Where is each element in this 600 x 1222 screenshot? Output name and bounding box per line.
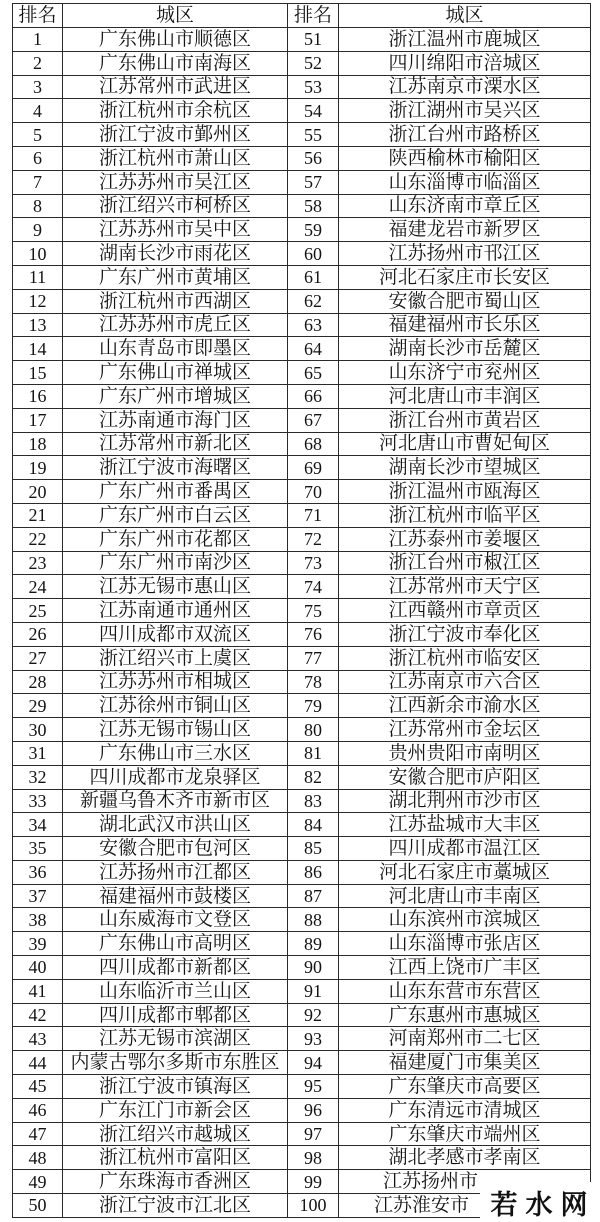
table-row xyxy=(13,599,591,623)
rank-cell-right: 59 xyxy=(288,218,339,242)
district-cell-right: 四川绵阳市涪城区 xyxy=(339,51,591,75)
rank-cell-left: 39 xyxy=(13,932,63,956)
district-cell-right: 广东惠州市惠城区 xyxy=(339,1003,591,1027)
table-row xyxy=(13,956,591,980)
district-cell-left: 广东佛山市顺德区 xyxy=(63,28,288,52)
rank-cell-left: 13 xyxy=(13,313,63,337)
district-cell-left: 浙江绍兴市柯桥区 xyxy=(63,194,288,218)
district-cell-right: 江苏泰州市姜堰区 xyxy=(339,527,591,551)
district-header-right: 城区 xyxy=(339,4,591,28)
district-cell-left: 广东江门市新会区 xyxy=(63,1098,288,1122)
district-cell-right: 山东淄博市临淄区 xyxy=(339,170,591,194)
table-row xyxy=(13,551,591,575)
district-cell-right: 江西上饶市广丰区 xyxy=(339,956,591,980)
rank-cell-left: 9 xyxy=(13,218,63,242)
table-row xyxy=(13,289,591,313)
district-cell-left: 浙江杭州市西湖区 xyxy=(63,289,288,313)
district-cell-right: 湖北荆州市沙市区 xyxy=(339,789,591,813)
rank-cell-left: 1 xyxy=(13,28,63,52)
rank-cell-left: 20 xyxy=(13,480,63,504)
district-cell-left: 湖南长沙市雨花区 xyxy=(63,242,288,266)
district-cell-right: 福建福州市长乐区 xyxy=(339,313,591,337)
rank-cell-right: 74 xyxy=(288,575,339,599)
table-row xyxy=(13,1051,591,1075)
rank-cell-right: 76 xyxy=(288,622,339,646)
rank-cell-right: 66 xyxy=(288,384,339,408)
rank-cell-right: 96 xyxy=(288,1098,339,1122)
table-row xyxy=(13,527,591,551)
rank-cell-left: 5 xyxy=(13,123,63,147)
table-row xyxy=(13,337,591,361)
table-header xyxy=(13,4,591,28)
rank-cell-left: 28 xyxy=(13,670,63,694)
district-cell-right: 江苏常州市天宁区 xyxy=(339,575,591,599)
rank-cell-left: 35 xyxy=(13,837,63,861)
district-cell-right: 山东滨州市滨城区 xyxy=(339,908,591,932)
district-cell-right: 广东肇庆市高要区 xyxy=(339,1075,591,1099)
table-row xyxy=(13,194,591,218)
rank-cell-left: 14 xyxy=(13,337,63,361)
rank-cell-right: 71 xyxy=(288,503,339,527)
district-cell-left: 福建福州市鼓楼区 xyxy=(63,884,288,908)
district-cell-left: 四川成都市新都区 xyxy=(63,956,288,980)
rank-cell-right: 55 xyxy=(288,123,339,147)
rank-header-left: 排名 xyxy=(13,4,63,28)
rank-cell-left: 24 xyxy=(13,575,63,599)
district-cell-right: 河北唐山市曹妃甸区 xyxy=(339,432,591,456)
rank-cell-right: 68 xyxy=(288,432,339,456)
rank-cell-right: 97 xyxy=(288,1122,339,1146)
rank-cell-right: 83 xyxy=(288,789,339,813)
district-cell-left: 广东广州市增城区 xyxy=(63,384,288,408)
rank-header-right: 排名 xyxy=(288,4,339,28)
rank-cell-left: 33 xyxy=(13,789,63,813)
district-cell-right: 浙江台州市黄岩区 xyxy=(339,408,591,432)
district-cell-left: 江苏南通市通州区 xyxy=(63,599,288,623)
rank-cell-left: 26 xyxy=(13,622,63,646)
table-row xyxy=(13,170,591,194)
rank-cell-left: 46 xyxy=(13,1098,63,1122)
district-cell-right: 福建厦门市集美区 xyxy=(339,1051,591,1075)
table-row xyxy=(13,789,591,813)
table-row xyxy=(13,860,591,884)
district-cell-left: 安徽合肥市包河区 xyxy=(63,837,288,861)
rank-cell-left: 44 xyxy=(13,1051,63,1075)
table-row xyxy=(13,932,591,956)
rank-cell-right: 94 xyxy=(288,1051,339,1075)
district-cell-right: 贵州贵阳市南明区 xyxy=(339,741,591,765)
district-cell-right: 安徽合肥市庐阳区 xyxy=(339,765,591,789)
watermark-text: 若水网 xyxy=(490,1189,596,1221)
district-cell-left: 新疆乌鲁木齐市新市区 xyxy=(63,789,288,813)
district-cell-left: 浙江宁波市海曙区 xyxy=(63,456,288,480)
rank-cell-left: 21 xyxy=(13,503,63,527)
district-cell-left: 四川成都市龙泉驿区 xyxy=(63,765,288,789)
district-cell-left: 浙江杭州市余杭区 xyxy=(63,99,288,123)
table-row xyxy=(13,884,591,908)
rank-cell-right: 88 xyxy=(288,908,339,932)
table-row xyxy=(13,1075,591,1099)
rank-cell-left: 16 xyxy=(13,384,63,408)
district-cell-right: 江苏常州市金坛区 xyxy=(339,718,591,742)
district-cell-left: 浙江宁波市江北区 xyxy=(63,1194,288,1218)
district-cell-left: 浙江杭州市萧山区 xyxy=(63,146,288,170)
rank-cell-left: 25 xyxy=(13,599,63,623)
table-row xyxy=(13,384,591,408)
district-cell-left: 山东临沂市兰山区 xyxy=(63,979,288,1003)
rank-cell-left: 31 xyxy=(13,741,63,765)
rank-cell-right: 84 xyxy=(288,813,339,837)
rank-cell-right: 82 xyxy=(288,765,339,789)
table-row xyxy=(13,99,591,123)
rank-cell-left: 17 xyxy=(13,408,63,432)
table-row xyxy=(13,694,591,718)
district-cell-left: 湖北武汉市洪山区 xyxy=(63,813,288,837)
district-cell-left: 广东佛山市南海区 xyxy=(63,51,288,75)
rank-cell-left: 45 xyxy=(13,1075,63,1099)
rank-cell-left: 47 xyxy=(13,1122,63,1146)
district-cell-right: 山东济南市章丘区 xyxy=(339,194,591,218)
district-cell-right: 江西赣州市章贡区 xyxy=(339,599,591,623)
rank-cell-right: 99 xyxy=(288,1170,339,1194)
district-cell-right: 山东淄博市张店区 xyxy=(339,932,591,956)
rank-cell-left: 22 xyxy=(13,527,63,551)
district-cell-right: 山东东营市东营区 xyxy=(339,979,591,1003)
rank-cell-left: 6 xyxy=(13,146,63,170)
rank-cell-right: 65 xyxy=(288,361,339,385)
district-cell-right: 浙江湖州市吴兴区 xyxy=(339,99,591,123)
district-cell-left: 江苏苏州市吴江区 xyxy=(63,170,288,194)
district-cell-left: 内蒙古鄂尔多斯市东胜区 xyxy=(63,1051,288,1075)
rank-cell-right: 61 xyxy=(288,265,339,289)
rank-cell-right: 70 xyxy=(288,480,339,504)
table-row xyxy=(13,456,591,480)
district-cell-left: 广东广州市番禺区 xyxy=(63,480,288,504)
rank-cell-right: 78 xyxy=(288,670,339,694)
district-cell-right: 河北石家庄市藁城区 xyxy=(339,860,591,884)
table-row xyxy=(13,361,591,385)
table-row xyxy=(13,979,591,1003)
district-cell-left: 广东佛山市三水区 xyxy=(63,741,288,765)
district-cell-right: 河北石家庄市长安区 xyxy=(339,265,591,289)
rank-cell-right: 86 xyxy=(288,860,339,884)
rank-cell-left: 8 xyxy=(13,194,63,218)
district-cell-left: 江苏苏州市吴中区 xyxy=(63,218,288,242)
rank-cell-right: 89 xyxy=(288,932,339,956)
table-row xyxy=(13,408,591,432)
table-row xyxy=(13,1027,591,1051)
table-row xyxy=(13,575,591,599)
district-cell-right: 江苏南京市六合区 xyxy=(339,670,591,694)
rank-cell-right: 95 xyxy=(288,1075,339,1099)
rank-cell-left: 30 xyxy=(13,718,63,742)
district-cell-right: 广东清远市清城区 xyxy=(339,1098,591,1122)
rank-cell-left: 36 xyxy=(13,860,63,884)
table-row xyxy=(13,480,591,504)
district-cell-left: 广东广州市黄埔区 xyxy=(63,265,288,289)
district-cell-right: 浙江宁波市奉化区 xyxy=(339,622,591,646)
rank-cell-right: 64 xyxy=(288,337,339,361)
rank-cell-left: 11 xyxy=(13,265,63,289)
table-row xyxy=(13,1146,591,1170)
rank-cell-left: 37 xyxy=(13,884,63,908)
district-cell-left: 江苏无锡市惠山区 xyxy=(63,575,288,599)
district-cell-left: 江苏常州市新北区 xyxy=(63,432,288,456)
rank-cell-right: 98 xyxy=(288,1146,339,1170)
rank-cell-left: 34 xyxy=(13,813,63,837)
district-cell-left: 江苏苏州市相城区 xyxy=(63,670,288,694)
district-cell-right: 四川成都市温江区 xyxy=(339,837,591,861)
rank-cell-right: 73 xyxy=(288,551,339,575)
rank-cell-right: 53 xyxy=(288,75,339,99)
table-row xyxy=(13,28,591,52)
rank-cell-left: 2 xyxy=(13,51,63,75)
district-cell-left: 江苏无锡市滨湖区 xyxy=(63,1027,288,1051)
district-cell-left: 浙江绍兴市上虞区 xyxy=(63,646,288,670)
rank-cell-left: 23 xyxy=(13,551,63,575)
rank-cell-left: 50 xyxy=(13,1194,63,1218)
rank-cell-right: 75 xyxy=(288,599,339,623)
rank-cell-left: 7 xyxy=(13,170,63,194)
table-row xyxy=(13,432,591,456)
district-cell-right: 浙江温州市鹿城区 xyxy=(339,28,591,52)
district-cell-left: 四川成都市双流区 xyxy=(63,622,288,646)
district-cell-right: 浙江杭州市临安区 xyxy=(339,646,591,670)
district-cell-right: 河北唐山市丰润区 xyxy=(339,384,591,408)
district-cell-right: 浙江台州市路桥区 xyxy=(339,123,591,147)
watermark-logo xyxy=(480,1182,600,1222)
district-cell-left: 广东佛山市禅城区 xyxy=(63,361,288,385)
table-row xyxy=(13,313,591,337)
district-header-left: 城区 xyxy=(63,4,288,28)
district-cell-left: 江苏徐州市铜山区 xyxy=(63,694,288,718)
rank-cell-right: 92 xyxy=(288,1003,339,1027)
rank-cell-right: 87 xyxy=(288,884,339,908)
rank-cell-left: 19 xyxy=(13,456,63,480)
rank-cell-left: 10 xyxy=(13,242,63,266)
table-row xyxy=(13,218,591,242)
rank-cell-left: 41 xyxy=(13,979,63,1003)
district-cell-right: 广东肇庆市端州区 xyxy=(339,1122,591,1146)
district-cell-left: 江苏南通市海门区 xyxy=(63,408,288,432)
district-cell-right: 江苏扬州市邗江区 xyxy=(339,242,591,266)
rank-cell-left: 3 xyxy=(13,75,63,99)
district-cell-right: 湖北孝感市孝南区 xyxy=(339,1146,591,1170)
district-cell-right: 江苏南京市溧水区 xyxy=(339,75,591,99)
rank-cell-left: 48 xyxy=(13,1146,63,1170)
rank-cell-left: 40 xyxy=(13,956,63,980)
rank-cell-right: 67 xyxy=(288,408,339,432)
table-body xyxy=(13,28,591,1218)
district-cell-right: 江苏盐城市大丰区 xyxy=(339,813,591,837)
rank-cell-right: 62 xyxy=(288,289,339,313)
district-cell-left: 浙江绍兴市越城区 xyxy=(63,1122,288,1146)
rank-cell-right: 56 xyxy=(288,146,339,170)
district-cell-right: 陕西榆林市榆阳区 xyxy=(339,146,591,170)
rank-cell-right: 79 xyxy=(288,694,339,718)
district-cell-right: 山东济宁市兖州区 xyxy=(339,361,591,385)
table-row xyxy=(13,1098,591,1122)
rank-cell-right: 100 xyxy=(288,1194,339,1218)
ranking-table xyxy=(12,3,591,1218)
district-cell-right: 浙江杭州市临平区 xyxy=(339,503,591,527)
table-row xyxy=(13,622,591,646)
rank-cell-right: 69 xyxy=(288,456,339,480)
district-cell-right: 江西新余市渝水区 xyxy=(339,694,591,718)
header-row xyxy=(13,4,591,28)
table-row xyxy=(13,123,591,147)
rank-cell-right: 85 xyxy=(288,837,339,861)
district-cell-left: 浙江宁波市镇海区 xyxy=(63,1075,288,1099)
table-row xyxy=(13,908,591,932)
district-cell-right: 湖南长沙市望城区 xyxy=(339,456,591,480)
district-cell-left: 广东广州市白云区 xyxy=(63,503,288,527)
table-row xyxy=(13,765,591,789)
district-cell-right: 湖南长沙市岳麓区 xyxy=(339,337,591,361)
rank-cell-right: 81 xyxy=(288,741,339,765)
district-cell-left: 浙江杭州市富阳区 xyxy=(63,1146,288,1170)
rank-cell-right: 93 xyxy=(288,1027,339,1051)
rank-cell-right: 80 xyxy=(288,718,339,742)
rank-cell-left: 27 xyxy=(13,646,63,670)
district-cell-left: 江苏扬州市江都区 xyxy=(63,860,288,884)
table-row xyxy=(13,75,591,99)
district-cell-left: 江苏常州市武进区 xyxy=(63,75,288,99)
district-cell-left: 浙江宁波市鄞州区 xyxy=(63,123,288,147)
district-cell-left: 广东佛山市高明区 xyxy=(63,932,288,956)
district-cell-right: 浙江台州市椒江区 xyxy=(339,551,591,575)
rank-cell-right: 90 xyxy=(288,956,339,980)
district-cell-right: 福建龙岩市新罗区 xyxy=(339,218,591,242)
table-row xyxy=(13,1003,591,1027)
table-row xyxy=(13,741,591,765)
district-cell-left: 四川成都市郫都区 xyxy=(63,1003,288,1027)
district-cell-right: 江苏扬州市 xyxy=(339,1170,591,1194)
district-cell-left: 江苏无锡市锡山区 xyxy=(63,718,288,742)
rank-cell-left: 29 xyxy=(13,694,63,718)
district-cell-right: 安徽合肥市蜀山区 xyxy=(339,289,591,313)
district-cell-left: 广东珠海市香洲区 xyxy=(63,1170,288,1194)
rank-cell-left: 49 xyxy=(13,1170,63,1194)
rank-cell-right: 63 xyxy=(288,313,339,337)
table-row xyxy=(13,51,591,75)
table-row xyxy=(13,813,591,837)
rank-cell-right: 58 xyxy=(288,194,339,218)
table-row xyxy=(13,646,591,670)
table-row xyxy=(13,242,591,266)
rank-cell-left: 18 xyxy=(13,432,63,456)
rank-cell-left: 42 xyxy=(13,1003,63,1027)
rank-cell-left: 43 xyxy=(13,1027,63,1051)
district-cell-right: 江苏淮安市 xyxy=(339,1194,591,1218)
table-row xyxy=(13,837,591,861)
district-cell-right: 河北唐山市丰南区 xyxy=(339,884,591,908)
rank-cell-left: 12 xyxy=(13,289,63,313)
rank-cell-right: 91 xyxy=(288,979,339,1003)
rank-cell-left: 32 xyxy=(13,765,63,789)
table-row xyxy=(13,1122,591,1146)
rank-cell-left: 4 xyxy=(13,99,63,123)
district-cell-right: 浙江温州市瓯海区 xyxy=(339,480,591,504)
rank-cell-left: 38 xyxy=(13,908,63,932)
table-row xyxy=(13,146,591,170)
rank-cell-right: 54 xyxy=(288,99,339,123)
district-cell-left: 广东广州市南沙区 xyxy=(63,551,288,575)
rank-cell-right: 52 xyxy=(288,51,339,75)
district-cell-left: 江苏苏州市虎丘区 xyxy=(63,313,288,337)
rank-cell-right: 51 xyxy=(288,28,339,52)
table-row xyxy=(13,718,591,742)
rank-cell-right: 72 xyxy=(288,527,339,551)
district-cell-left: 山东威海市文登区 xyxy=(63,908,288,932)
district-cell-left: 广东广州市花都区 xyxy=(63,527,288,551)
table-row xyxy=(13,265,591,289)
rank-cell-right: 57 xyxy=(288,170,339,194)
rank-cell-left: 15 xyxy=(13,361,63,385)
rank-cell-right: 60 xyxy=(288,242,339,266)
district-cell-right: 河南郑州市二七区 xyxy=(339,1027,591,1051)
district-cell-left: 山东青岛市即墨区 xyxy=(63,337,288,361)
rank-cell-right: 77 xyxy=(288,646,339,670)
table-row xyxy=(13,503,591,527)
table-row xyxy=(13,670,591,694)
